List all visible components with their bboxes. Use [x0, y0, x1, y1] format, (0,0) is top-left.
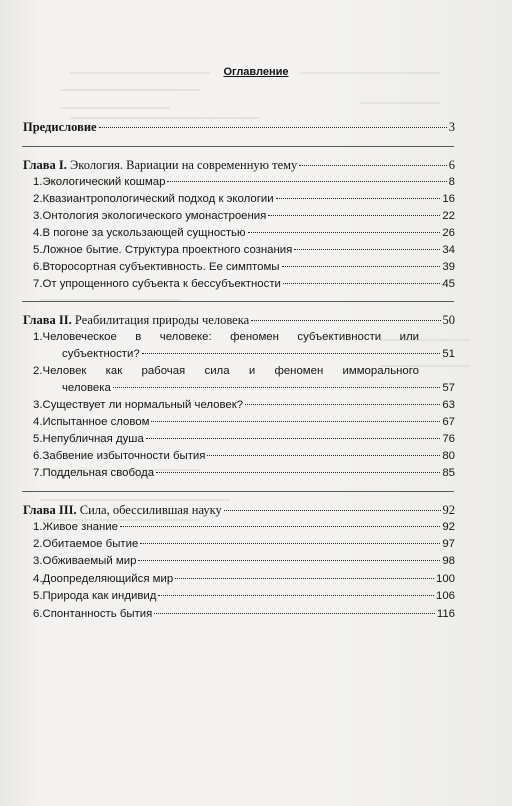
item-page: 98: [442, 555, 455, 567]
item-page: 63: [442, 399, 455, 411]
toc-item[interactable]: [33, 242, 455, 258]
chapter-1-label: Глава I.: [23, 158, 67, 172]
item-page: 80: [442, 450, 455, 462]
item-page: 57: [442, 382, 455, 394]
divider: [22, 491, 454, 492]
toc-item[interactable]: [33, 208, 455, 224]
item-title-line1: 1.Человеческое в человеке: феномен субъективности или: [33, 331, 419, 343]
toc-item[interactable]: [33, 571, 455, 587]
item-title: 5.Природа как индивид: [33, 590, 157, 602]
chapter-1-page: 6: [448, 158, 455, 172]
preface-title: Предисловие: [23, 120, 97, 134]
item-title: 2.Обитаемое бытие: [33, 538, 139, 550]
item-page: 8: [448, 176, 455, 188]
item-page: 16: [442, 193, 455, 205]
item-page: 34: [442, 244, 455, 256]
chapter-3-title: Сила, обессилившая науку: [79, 503, 222, 517]
dot-leader: [154, 613, 434, 614]
dot-leader: [294, 249, 440, 250]
chapter-2-title: Реабилитация природы человека: [74, 313, 250, 327]
toc-item[interactable]: [33, 519, 455, 535]
dot-leader: [268, 215, 440, 216]
toc-item[interactable]: [33, 606, 455, 622]
chapter-2-page: 50: [442, 313, 455, 327]
preface-page: 3: [448, 120, 455, 134]
item-page: 22: [442, 210, 455, 222]
toc-item[interactable]: [33, 536, 455, 552]
item-title: 7.От упрощенного субъекта к бессубъектности: [33, 278, 281, 290]
dot-leader: [207, 455, 440, 456]
chapter-1-title: Экология. Вариации на современную тему: [70, 158, 298, 172]
chapter-3-page: 92: [442, 503, 455, 517]
dot-leader: [248, 232, 441, 233]
toc-item[interactable]: [33, 465, 455, 481]
dot-leader: [283, 283, 440, 284]
item-page: 116: [436, 608, 455, 620]
item-title: 4.Испытанное словом: [33, 416, 150, 428]
item-page: 51: [442, 348, 455, 360]
divider: [22, 301, 454, 302]
chapter-3-label: Глава III.: [23, 503, 77, 517]
dot-leader: [151, 421, 440, 422]
toc-preface[interactable]: [23, 119, 455, 135]
dot-leader: [99, 127, 447, 128]
toc-item[interactable]: [33, 431, 455, 447]
toc-chapter-2[interactable]: [23, 312, 455, 328]
item-title: 3.Онтология экологического умонастроения: [33, 210, 267, 222]
toc-item[interactable]: [33, 553, 455, 569]
item-page: 97: [442, 538, 455, 550]
item-page: 100: [435, 573, 455, 585]
toc-item[interactable]: [33, 174, 455, 190]
item-title-line1: 2.Человек как рабочая сила и феномен имморального: [33, 365, 419, 377]
dot-leader: [120, 526, 440, 527]
dot-leader: [138, 560, 440, 561]
item-title: 1.Экологический кошмар: [33, 176, 166, 188]
item-title: 2.Квазиантропологический подход к экологии: [33, 193, 274, 205]
dot-leader: [175, 578, 434, 579]
chapter-2-label: Глава II.: [23, 313, 72, 327]
dot-leader: [224, 510, 441, 511]
item-title: 3.Существует ли нормальный человек?: [33, 399, 244, 411]
item-title: 5.Непубличная душа: [33, 433, 144, 445]
item-page: 76: [442, 433, 455, 445]
dot-leader: [140, 543, 440, 544]
dot-leader: [282, 266, 441, 267]
dot-leader: [158, 595, 434, 596]
item-title: 4.Доопределяющийся мир: [33, 573, 174, 585]
item-page: 26: [442, 227, 455, 239]
item-page: 39: [442, 261, 455, 273]
item-title: 4.В погоне за ускользающей сущностью: [33, 227, 246, 239]
item-title: человека: [62, 382, 111, 394]
toc-chapter-3[interactable]: [23, 502, 455, 518]
toc-item[interactable]: [33, 225, 455, 241]
toc-item[interactable]: [33, 276, 455, 292]
item-page: 67: [442, 416, 455, 428]
dot-leader: [156, 472, 440, 473]
dot-leader: [276, 198, 441, 199]
item-page: 45: [442, 278, 455, 290]
dot-leader: [299, 165, 446, 166]
toc-item[interactable]: [33, 191, 455, 207]
item-title: 3.Обживаемый мир: [33, 555, 137, 567]
toc-item[interactable]: [33, 414, 455, 430]
toc-item[interactable]: [33, 448, 455, 464]
dot-leader: [167, 181, 446, 182]
dot-leader: [245, 404, 440, 405]
toc-chapter-1[interactable]: [23, 157, 455, 173]
item-title: 6.Второсортная субъективность. Ее симптомы: [33, 261, 280, 273]
toc-item[interactable]: [33, 259, 455, 275]
dot-leader: [146, 438, 441, 439]
toc-item[interactable]: [33, 397, 455, 413]
item-title: 5.Ложное бытие. Структура проектного сознания: [33, 244, 293, 256]
toc-item[interactable]: [62, 380, 455, 396]
dot-leader: [251, 320, 440, 321]
item-title: 1.Живое знание: [33, 521, 118, 533]
item-page: 92: [442, 521, 455, 533]
toc-heading: Оглавление: [223, 66, 289, 78]
item-title: 7.Поддельная свобода: [33, 467, 155, 479]
dot-leader: [113, 387, 441, 388]
item-title: 6.Забвение избыточности бытия: [33, 450, 206, 462]
toc-item[interactable]: [62, 346, 455, 362]
item-title: 6.Спонтанность бытия: [33, 608, 153, 620]
divider: [22, 146, 454, 147]
item-page: 85: [442, 467, 455, 479]
item-page: 106: [435, 590, 455, 602]
dot-leader: [142, 353, 441, 354]
item-title: субъектности?: [62, 348, 140, 360]
toc-item[interactable]: [33, 588, 455, 604]
